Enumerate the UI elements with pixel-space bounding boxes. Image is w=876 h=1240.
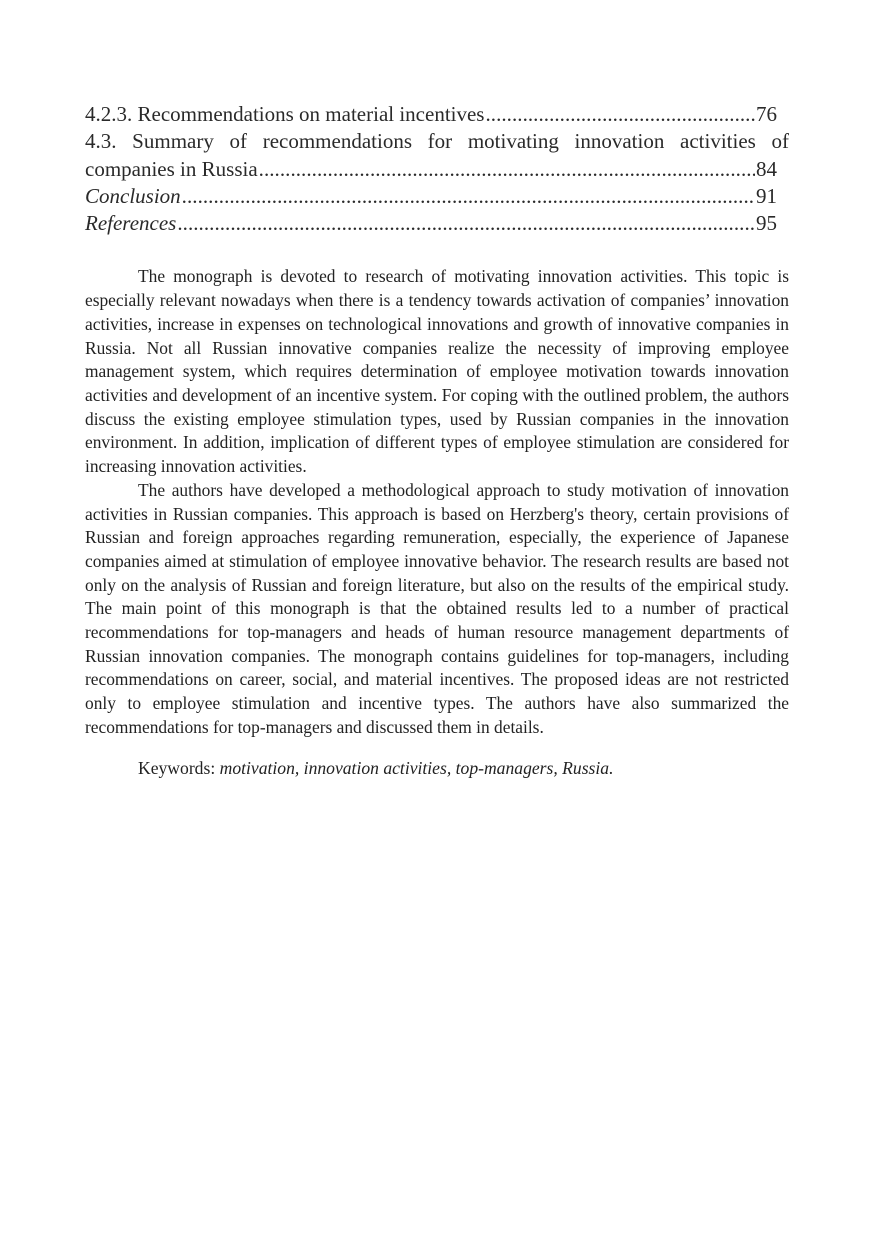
toc-leader-dots bbox=[485, 101, 755, 128]
keywords-values: motivation, innovation activities, top-managers, Russia. bbox=[219, 757, 614, 778]
table-of-contents bbox=[85, 101, 789, 237]
toc-leader-dots bbox=[259, 156, 755, 183]
toc-entry[interactable] bbox=[85, 183, 777, 210]
toc-entry-title: Conclusion bbox=[85, 183, 181, 208]
toc-entry[interactable] bbox=[85, 210, 777, 237]
toc-page-number: 84 bbox=[756, 156, 777, 181]
toc-entry-title-continued: companies in Russia bbox=[85, 156, 258, 181]
toc-entry[interactable] bbox=[85, 128, 789, 183]
toc-entry-title: References bbox=[85, 211, 177, 236]
toc-page-number: 95 bbox=[756, 211, 777, 236]
keywords bbox=[85, 756, 789, 780]
abstract bbox=[85, 265, 789, 739]
toc-entry[interactable] bbox=[85, 101, 777, 128]
abstract-paragraph: The monograph is devoted to research of motivating innovation activities. This topic is especially relevant nowadays when there is a tendency towards activation of companies’ innovation activities, increase in expenses on technological innovations and growth of innovative companies in Russia. Not all Russian innovative companies realize the necessity of improving employee management system, which requires determination of employee motivation towards innovation activities and development of an incentive system. For coping with the outlined problem, the authors discuss the existing employee stimulation types, used by Russian companies in the innovation environment. In addition, implication of different types of employee stimulation are considered for increasing innovation activities. bbox=[85, 266, 789, 477]
toc-entry-title: 4.3. Summary of recommendations for motivating innovation activities of bbox=[85, 129, 789, 154]
toc-entry-title: 4.2.3. Recommendations on material incentives bbox=[85, 102, 485, 126]
toc-page-number: 91 bbox=[756, 183, 777, 208]
toc-leader-dots bbox=[182, 183, 755, 210]
toc-leader-dots bbox=[177, 210, 755, 237]
document-page bbox=[85, 101, 789, 780]
keywords-label: Keywords: bbox=[138, 757, 216, 778]
toc-page-number: 76 bbox=[756, 102, 777, 126]
abstract-paragraph: The authors have developed a methodological approach to study motivation of innovation activities in Russian companies. This approach is based on Herzberg's theory, certain provisions of Russian and foreign approaches regarding remuneration, especially, the experience of Japanese companies aimed at stimulation of employee innovative behavior. The research results are based not only on the analysis of Russian and foreign literature, but also on the results of the empirical study. The main point of this monograph is that the obtained results led to a number of practical recommendations for top-managers and heads of human resource management departments of Russian innovation companies. The monograph contains guidelines for top-managers, including recommendations on career, social, and material incentives. The proposed ideas are not restricted only to employee stimulation and incentive types. The authors have also summarized the recommendations for top-managers and discussed them in details. bbox=[85, 479, 789, 737]
